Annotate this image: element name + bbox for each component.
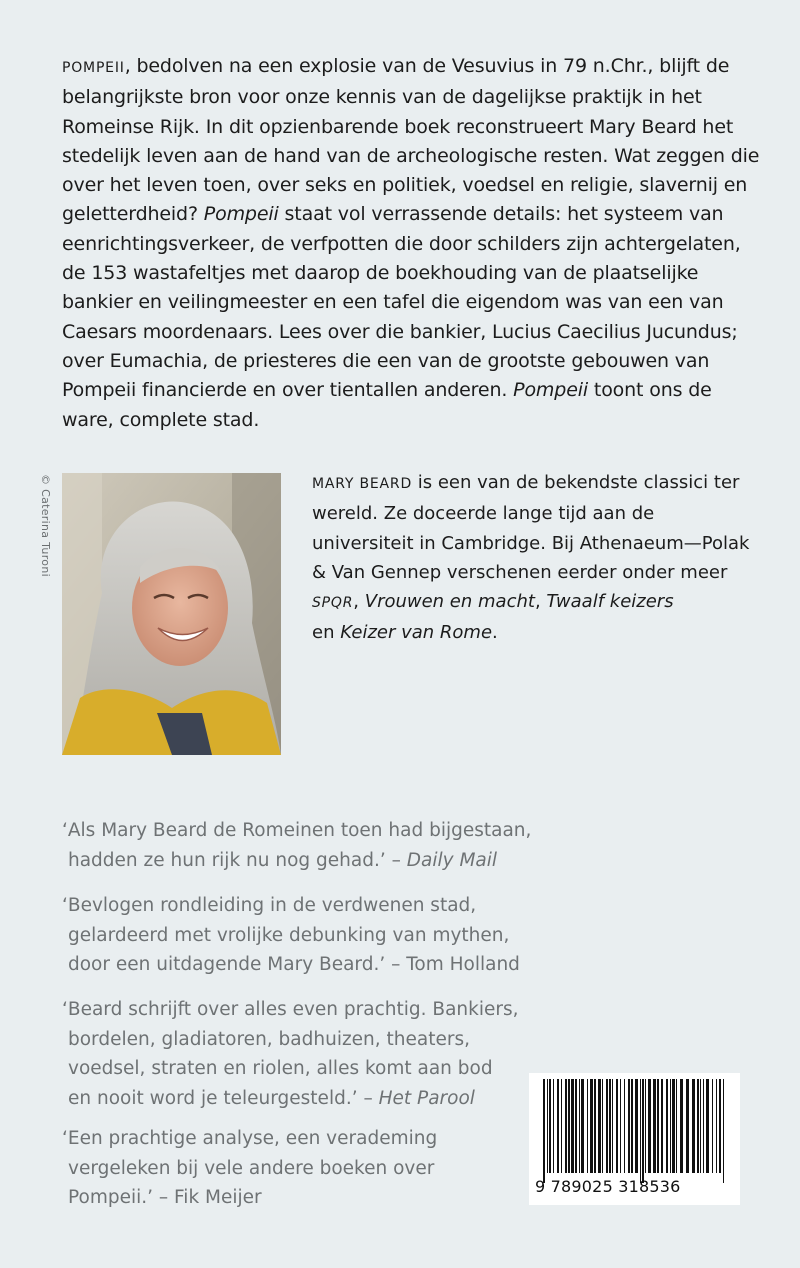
quote-line: ‘Bevlogen rondleiding in de verdwenen stad,	[62, 895, 477, 916]
book-title-spqr: SPQR	[312, 595, 354, 612]
quote-line: ‘Een prachtige analyse, een verademing	[62, 1128, 438, 1149]
barcode-bar	[575, 1079, 577, 1173]
book-blurb	[62, 52, 762, 435]
blurb-book-title: Pompeii	[203, 203, 279, 226]
barcode-bar	[543, 1079, 545, 1183]
barcode-bar	[697, 1079, 699, 1173]
barcode-bar	[609, 1079, 611, 1173]
blurb-book-title: Pompeii	[513, 379, 588, 402]
blurb-text-part-3: toont ons de ware, complete stad.	[62, 379, 712, 431]
barcode-digits: 9 789025 318536	[535, 1177, 681, 1196]
barcode-bar	[680, 1079, 683, 1173]
barcode-bar	[642, 1079, 644, 1183]
quote-line-last	[62, 950, 532, 980]
barcode-bar	[547, 1079, 548, 1173]
book-title: Twaalf keizers	[546, 591, 674, 613]
barcode-bar	[549, 1079, 551, 1173]
quote-text: hadden ze hun rijk nu nog gehad.’ –	[68, 849, 407, 871]
barcode-bar	[712, 1079, 713, 1173]
barcode-bar	[670, 1079, 671, 1173]
barcode-bar	[565, 1079, 567, 1173]
quote-line-last	[62, 846, 532, 876]
book-title: Vrouwen en macht	[364, 591, 535, 613]
barcode-bar	[616, 1079, 618, 1173]
barcode-bar	[703, 1079, 704, 1173]
barcode-bar	[631, 1079, 633, 1173]
barcode-bar	[692, 1079, 695, 1173]
quote-line-last	[62, 1183, 532, 1213]
quote-text: door een uitdagende Mary Beard.’ –	[68, 954, 407, 975]
barcode-bar	[579, 1079, 580, 1173]
barcode-bar	[686, 1079, 689, 1173]
barcode-bar	[706, 1079, 709, 1173]
barcode-bar	[640, 1079, 641, 1183]
barcode-bar	[602, 1079, 603, 1173]
review-quote	[62, 1124, 532, 1213]
blurb-lead-word: POMPEII	[62, 60, 125, 76]
barcode-bar	[587, 1079, 588, 1173]
barcode-bar	[666, 1079, 668, 1173]
barcode-bar	[716, 1079, 717, 1173]
review-quote	[62, 995, 532, 1113]
quote-text: en nooit word je teleurgesteld.’ –	[68, 1087, 379, 1109]
conjunction: en	[312, 622, 341, 644]
blurb-text-part-1: , bedolven na een explosie van de Vesuvius in 79 n.Chr., blijft de belangrijkste bron voor onze kennis van de dagelijkse praktijk in het Romeinse Rijk. In dit opzienbarende boek reconstrueert Mary Beard het stedelijk leven aan de hand van de archeologische resten. Wat zeggen die over het leven toen, over seks en politiek, voedsel en religie, slavernij en geletterdheid?	[62, 55, 760, 226]
quote-source: Het Parool	[378, 1087, 475, 1109]
author-bio-text: is een van de bekendste classici ter wereld. Ze doceerde lange tijd aan de universiteit in Cambridge. Bij Athenaeum—Polak & Van Gennep verschenen eerder onder meer	[312, 472, 750, 583]
barcode-bar	[719, 1079, 721, 1173]
photo-credit-text: © Caterina Turoni	[39, 474, 52, 577]
barcode-bar	[606, 1079, 608, 1173]
barcode-bar	[620, 1079, 621, 1173]
barcode-bar	[676, 1079, 677, 1173]
blurb-text-part-2: staat vol verrassende details: het systeem van eenrichtingsverkeer, de verfpotten die door schilders zijn achtergelaten, de 153 wastafeltjes met daarop de boekhouding van de plaatselijke bankier en veilingmeester en een tafel die eigendom was van een van Caesars moordenaars. Lees over die bankier, Lucius Caecilius Jucundus; over Eumachia, de priesteres die een van de grootste gebouwen van Pompeii financierde en over tientallen anderen.	[62, 203, 741, 402]
barcode-bar	[594, 1079, 596, 1173]
author-portrait-image	[62, 473, 281, 755]
barcode-bar	[657, 1079, 659, 1173]
barcode-bar	[581, 1079, 584, 1173]
review-quote	[62, 816, 532, 875]
quote-text: Pompeii.’ –	[68, 1187, 175, 1208]
period: .	[492, 622, 498, 644]
quote-line: voedsel, straten en riolen, alles komt aan bod	[68, 1058, 493, 1079]
quote-source: Tom Holland	[406, 954, 520, 975]
barcode-bar	[598, 1079, 601, 1173]
author-name: MARY BEARD	[312, 476, 413, 492]
separator: ,	[353, 591, 360, 613]
barcode-bar	[553, 1079, 554, 1173]
quote-line: ‘Als Mary Beard de Romeinen toen had bijgestaan,	[62, 820, 532, 841]
barcode-bar	[568, 1079, 570, 1173]
barcode-bar	[653, 1079, 656, 1173]
barcode-bar	[723, 1079, 724, 1183]
quote-line: ‘Beard schrijft over alles even prachtig. Bankiers,	[62, 999, 519, 1020]
barcode-bar	[648, 1079, 651, 1173]
review-quote	[62, 891, 532, 980]
barcode-bar	[628, 1079, 630, 1173]
quote-source: Fik Meijer	[174, 1187, 262, 1208]
barcode-bar	[672, 1079, 675, 1173]
barcode-bar	[571, 1079, 574, 1173]
quote-line: gelardeerd met vrolijke debunking van mythen,	[68, 924, 510, 946]
barcode-bar	[645, 1079, 646, 1173]
barcode-bar	[624, 1079, 625, 1173]
barcode-bar	[590, 1079, 593, 1173]
barcode-bar	[635, 1079, 638, 1173]
barcode-bar	[557, 1079, 559, 1173]
quote-source: Daily Mail	[406, 849, 498, 871]
separator: ,	[534, 591, 547, 613]
barcode-bar	[700, 1079, 701, 1173]
photo-credit	[36, 474, 56, 634]
author-bio	[312, 468, 752, 648]
quote-line: vergeleken bij vele andere boeken over	[68, 1157, 435, 1179]
book-title: Keizer van Rome	[340, 622, 493, 644]
author-photo	[62, 473, 281, 755]
barcode-bar	[612, 1079, 613, 1173]
quote-line: bordelen, gladiatoren, badhuizen, theaters,	[68, 1028, 471, 1050]
barcode-bar	[561, 1079, 562, 1173]
isbn-barcode	[529, 1073, 740, 1205]
barcode-bar	[661, 1079, 663, 1173]
quote-line-last	[62, 1084, 532, 1114]
